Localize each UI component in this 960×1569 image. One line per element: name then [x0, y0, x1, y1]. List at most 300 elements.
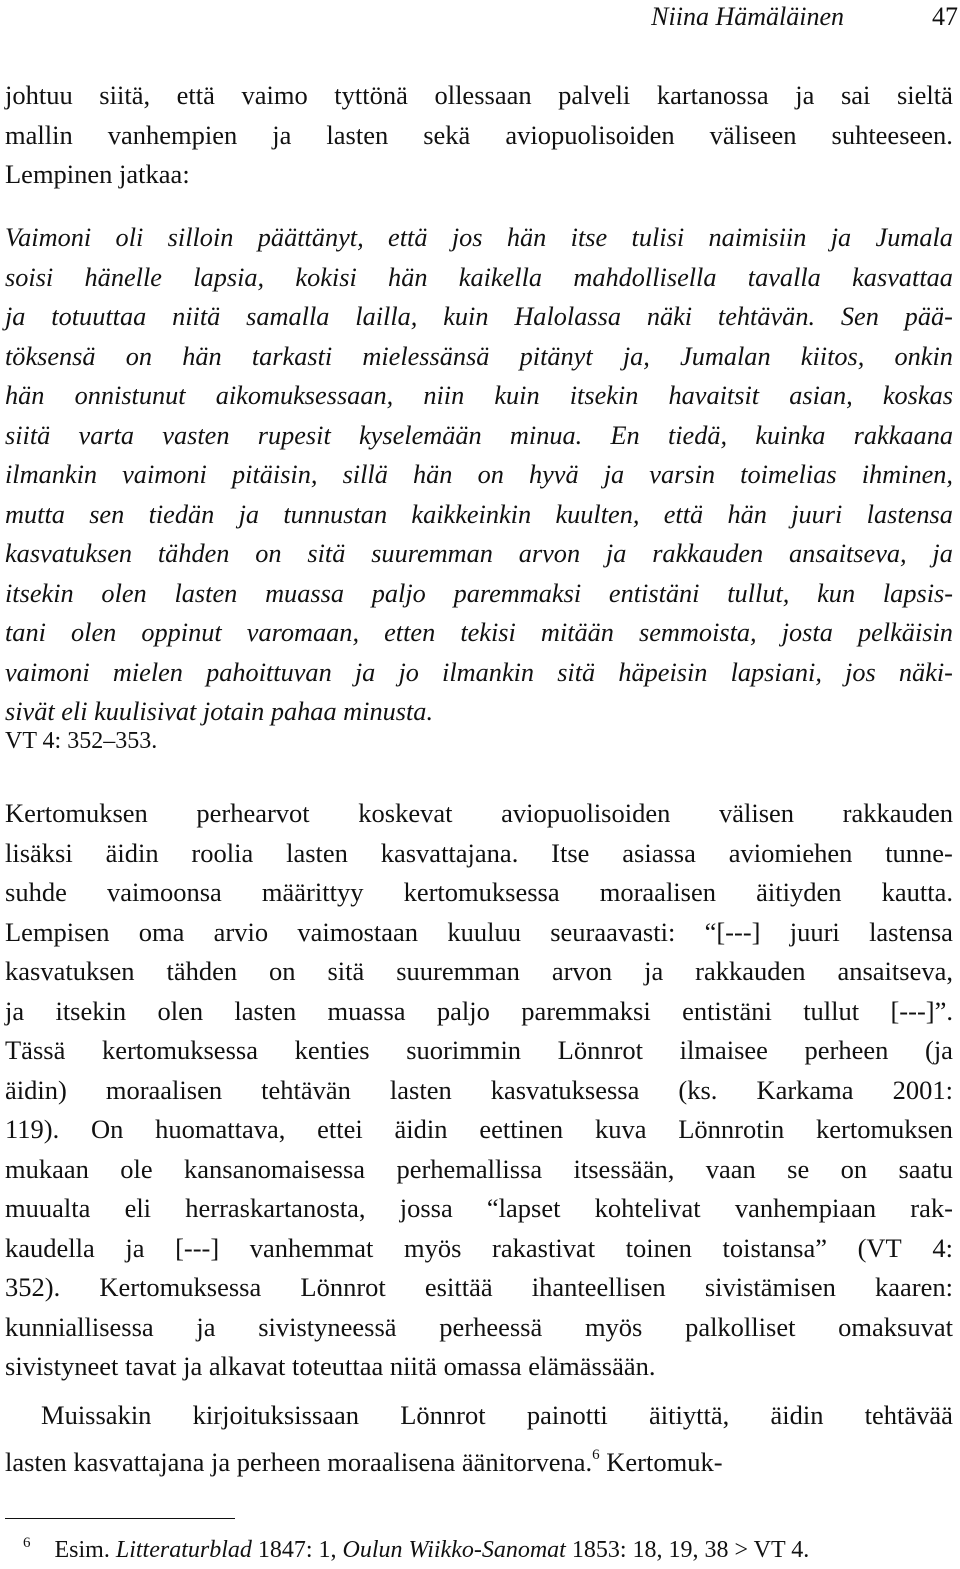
quote-line — [5, 258, 953, 298]
word: myös — [404, 1232, 462, 1263]
word: lasten — [234, 995, 297, 1026]
line-text-before-footnote — [5, 1436, 723, 1483]
word: ja — [125, 1232, 145, 1263]
word: näki — [646, 302, 693, 331]
word: muassa — [327, 995, 406, 1026]
quote-line — [5, 297, 953, 337]
word: itsekin — [569, 381, 639, 410]
word: palkolliset — [685, 1311, 796, 1342]
word: kasvatuksen — [5, 956, 135, 986]
word: [---]”. — [890, 995, 953, 1026]
word: vasten — [162, 420, 230, 450]
word: ja — [5, 995, 25, 1026]
word: koskas — [882, 381, 953, 410]
word: Sen — [840, 302, 879, 331]
word: aviomiehen — [728, 837, 853, 868]
word: kertomuksessa — [403, 877, 560, 907]
word: rakkauden — [652, 539, 764, 568]
word: mutta — [5, 499, 65, 529]
text-line — [5, 1229, 953, 1269]
word: oli — [115, 223, 144, 252]
word: mielen — [112, 657, 183, 687]
word: 2001: — [892, 1074, 953, 1105]
quote-line — [5, 692, 953, 732]
word: ja — [603, 460, 625, 489]
word: välisen — [718, 798, 795, 828]
word: perhearvot — [196, 798, 310, 828]
text-line — [5, 1031, 953, 1071]
word: rak- — [910, 1193, 953, 1223]
word: vaimo — [241, 80, 308, 110]
text-line — [5, 1396, 953, 1436]
word: Muissakin — [41, 1400, 152, 1430]
word: En — [610, 420, 640, 450]
word: kuinka — [755, 420, 826, 450]
quote-line — [5, 337, 953, 377]
word: kirjoituksissaan — [192, 1400, 360, 1430]
line-text: sivistyneet tavat ja alkavat toteuttaa niitä omassa elämässään. — [5, 1351, 656, 1381]
word: kertomuksen — [816, 1114, 953, 1144]
word: mukaan — [5, 1153, 89, 1184]
word: suorimmin — [406, 1035, 522, 1065]
word: juuri — [791, 499, 843, 529]
word: ja, — [622, 341, 650, 371]
word: oma — [138, 916, 185, 947]
word: Lönnrotin — [678, 1114, 785, 1144]
word: lastensa — [866, 499, 953, 529]
word: että — [176, 80, 215, 110]
word: töksensä — [5, 341, 96, 371]
word: moraalisen — [599, 877, 716, 907]
word: itsekin — [5, 578, 74, 608]
word: seuraavasti: — [550, 916, 676, 947]
word: tehtävän. — [717, 302, 816, 331]
word: painotti — [526, 1400, 608, 1430]
footnote-text: 1847: 1, — [251, 1537, 343, 1563]
word: ja — [605, 539, 627, 568]
word: tiedä, — [667, 420, 728, 450]
second-paragraph — [5, 1396, 953, 1475]
word: josta — [781, 618, 833, 647]
word: ilmaisee — [679, 1035, 768, 1065]
word: äidin) — [5, 1074, 67, 1105]
word: Kertomuksen — [5, 798, 148, 828]
word: päättänyt, — [257, 223, 364, 252]
word: ilmankin — [5, 460, 98, 489]
word: sitä — [327, 956, 365, 986]
word: perheessä — [439, 1311, 543, 1342]
word: jos — [451, 223, 483, 252]
word: äitiyttä, — [649, 1400, 730, 1430]
word: sieltä — [896, 80, 953, 110]
word: saatu — [898, 1153, 953, 1184]
word: ja — [932, 539, 953, 568]
word: äidin — [394, 1114, 448, 1144]
quote-line — [5, 416, 953, 456]
word: vaimoni — [5, 657, 90, 687]
word: rakkauden — [842, 798, 953, 828]
word: tavalla — [747, 262, 821, 292]
word: kansanomaisessa — [184, 1153, 366, 1184]
word: kuulten, — [555, 499, 640, 529]
word: vanhemmat — [249, 1232, 374, 1263]
word: roolia — [191, 837, 254, 868]
word: tehtävän — [261, 1074, 351, 1105]
word: toimelias — [740, 460, 837, 489]
word: varomaan, — [246, 618, 360, 647]
word: itsekin — [55, 995, 127, 1026]
word: kohtelivat — [594, 1193, 701, 1223]
word: mahdollisella — [573, 262, 717, 292]
word: perhemallissa — [396, 1153, 543, 1184]
word: itsessään, — [573, 1153, 675, 1184]
word: hän — [506, 223, 547, 252]
word: paljo — [371, 578, 426, 608]
word: (VT — [857, 1232, 902, 1263]
quote-line — [5, 376, 953, 416]
text-line — [5, 1347, 953, 1387]
word: ole — [120, 1153, 153, 1184]
word: “[---] — [704, 916, 761, 947]
word: koskevat — [358, 798, 453, 828]
text-line — [5, 1071, 953, 1111]
word: silloin — [167, 223, 234, 252]
word: on — [840, 1153, 868, 1184]
word: aviopuolisoiden — [501, 798, 671, 828]
word: häpeisin — [618, 657, 708, 687]
word: tunne- — [885, 837, 953, 868]
word: hän — [727, 499, 767, 529]
word: siitä, — [99, 80, 151, 110]
word: niitä — [172, 302, 221, 331]
word: 352). — [5, 1272, 61, 1302]
word: Halolassa — [514, 302, 621, 331]
text-line — [5, 913, 953, 953]
word: toistansa” — [722, 1232, 827, 1263]
text-line — [5, 1436, 953, 1476]
quote-line — [5, 534, 953, 574]
word: “lapset — [486, 1193, 561, 1223]
word: hän — [413, 460, 453, 489]
word: ansaitseva, — [789, 539, 907, 568]
word: kasvattaa — [852, 262, 953, 292]
word: ja — [354, 657, 376, 687]
word: vaimostaan — [297, 916, 419, 947]
word: kasvatuksen — [5, 539, 133, 568]
quote-line — [5, 653, 953, 693]
word: asiassa — [622, 837, 696, 868]
word: esittää — [424, 1272, 493, 1302]
word: suhde — [5, 877, 67, 907]
word: tunnustan — [283, 499, 388, 529]
word: tekisi — [460, 618, 516, 647]
word: äitiyden — [756, 877, 842, 907]
word: tyttönä — [334, 80, 408, 110]
footnote-text: 1853: 18, 19, 38 > VT 4. — [565, 1537, 810, 1563]
text-line — [5, 1308, 953, 1348]
word: toinen — [625, 1232, 692, 1263]
word: pää- — [904, 302, 953, 331]
word: kaikella — [458, 262, 543, 292]
word: kunniallisessa — [5, 1311, 154, 1342]
text-line — [5, 794, 953, 834]
word: ja — [238, 499, 260, 529]
word: Jumala — [875, 223, 953, 252]
word: sekä — [423, 119, 471, 150]
word: vaimoonsa — [106, 877, 222, 907]
word: palveli — [558, 80, 631, 110]
word: pitäisin, — [231, 460, 318, 489]
word: tehtävää — [864, 1400, 953, 1430]
word: kiitos, — [800, 341, 865, 371]
word: arvio — [213, 916, 269, 947]
word: hän — [5, 381, 45, 410]
word: lasten — [174, 578, 238, 608]
word: hän — [388, 262, 428, 292]
word: omaksuvat — [838, 1311, 953, 1342]
quote-line — [5, 218, 953, 258]
word: entistäni — [682, 995, 772, 1026]
word: hän — [182, 341, 222, 371]
word: Vaimoni — [5, 223, 92, 252]
word: minua. — [509, 420, 583, 450]
footnote-divider — [5, 1518, 235, 1519]
text-line — [5, 834, 953, 874]
word: aikomuksessaan, — [215, 381, 394, 410]
word: (ks. — [678, 1074, 718, 1105]
footnote-title: Oulun Wiikko-Sanomat — [342, 1537, 566, 1563]
word: vaan — [705, 1153, 756, 1184]
word: oppinut — [141, 618, 222, 647]
word: 4: — [932, 1232, 953, 1263]
footnote — [5, 1535, 953, 1564]
word: tullut — [803, 995, 860, 1026]
quote-line — [5, 613, 953, 653]
word: ja — [644, 956, 664, 986]
word: muassa — [265, 578, 344, 608]
word: kenties — [294, 1035, 370, 1065]
word: ettei — [317, 1114, 363, 1144]
word: aviopuolisoiden — [505, 119, 675, 150]
footnote-number: 6 — [23, 1535, 31, 1551]
word: perheen — [804, 1035, 889, 1065]
word: kasvattajana. — [380, 837, 519, 868]
word: myös — [584, 1311, 643, 1342]
word: lasten — [286, 837, 348, 868]
word: vaimoni — [122, 460, 207, 489]
word: äidin — [105, 837, 159, 868]
word: ollessaan — [434, 80, 532, 110]
block-quote — [5, 218, 953, 732]
word: (ja — [925, 1035, 953, 1065]
word: Tässä — [5, 1035, 66, 1065]
text-segment: Kertomuk- — [599, 1446, 723, 1477]
word: sivistämisen — [704, 1272, 836, 1302]
word: Lönnrot — [400, 1400, 486, 1430]
word: äidin — [770, 1400, 824, 1430]
word: lasten — [326, 119, 389, 150]
word: entistäni — [608, 578, 700, 608]
word: olen — [101, 578, 147, 608]
word: määrittyy — [261, 877, 364, 907]
word: varsin — [649, 460, 716, 489]
word: jo — [398, 657, 419, 687]
footnote-title: Litteraturblad — [115, 1537, 252, 1563]
word: lailla, — [355, 302, 418, 331]
word: kokisi — [295, 262, 357, 292]
word: kuin — [494, 381, 540, 410]
word: ja — [795, 80, 815, 110]
word: paremmaksi — [453, 578, 582, 608]
word: johtuu — [5, 80, 73, 110]
word: niin — [423, 381, 465, 410]
word: tarkasti — [251, 341, 333, 371]
text-line — [5, 1268, 953, 1308]
word: onkin — [894, 341, 953, 371]
word: olen — [157, 995, 204, 1026]
word: tähden — [166, 956, 238, 986]
word: kuva — [594, 1114, 647, 1144]
word: ja — [830, 223, 852, 252]
word: ja — [5, 302, 26, 331]
word: havaitsit — [668, 381, 760, 410]
word: tulisi — [631, 223, 685, 252]
word: näki- — [898, 657, 953, 687]
word: tiedän — [148, 499, 215, 529]
word: totuuttaa — [51, 302, 147, 331]
word: kun — [817, 578, 856, 608]
word: kautta. — [881, 877, 953, 907]
word: herraskartanosta, — [185, 1193, 366, 1223]
word: huomattava, — [155, 1114, 286, 1144]
word: varta — [78, 420, 135, 450]
text-line — [5, 952, 953, 992]
word: sen — [89, 499, 125, 529]
text-line — [5, 1189, 953, 1229]
word: itse — [570, 223, 608, 252]
word: lasten — [389, 1074, 452, 1105]
body-paragraph — [5, 794, 953, 1387]
word: suhteeseen. — [831, 119, 953, 150]
word: kuin — [443, 302, 489, 331]
word: moraalisen — [105, 1074, 223, 1105]
word: sitä — [557, 657, 596, 687]
word: arvon — [551, 956, 613, 986]
text-line — [5, 1110, 953, 1150]
running-header — [0, 2, 960, 36]
word: Lönnrot — [300, 1272, 386, 1302]
word: ihanteellisen — [531, 1272, 666, 1302]
word: lisäksi — [5, 837, 73, 868]
word: kasvatuksessa — [490, 1074, 640, 1105]
word: 119). — [5, 1114, 60, 1144]
word: On — [90, 1114, 124, 1144]
word: rupesit — [257, 420, 331, 450]
word: mallin — [5, 119, 73, 150]
line-text: Lempinen jatkaa: — [5, 159, 190, 189]
word: onnistunut — [74, 381, 186, 410]
word: paremmaksi — [521, 995, 651, 1026]
word: etten — [384, 618, 436, 647]
word: Itse — [551, 837, 590, 868]
word: juuri — [789, 916, 840, 947]
word: hänelle — [84, 262, 162, 292]
word: semmoista, — [639, 618, 757, 647]
word: lapsiani, — [730, 657, 822, 687]
word: rakkauden — [695, 956, 806, 986]
word: Karkama — [756, 1074, 854, 1105]
word: suuremman — [371, 539, 493, 568]
text-segment: lasten kasvattajana ja perheen moraalisena äänitorvena. — [5, 1446, 593, 1477]
quote-reference: VT 4: 352–353. — [5, 728, 158, 754]
word: lastensa — [869, 916, 953, 947]
word: tähden — [157, 539, 230, 568]
word: arvon — [518, 539, 581, 568]
text-line — [5, 992, 953, 1032]
quote-line — [5, 495, 953, 535]
word: kuuluu — [447, 916, 521, 947]
word: tullut, — [727, 578, 790, 608]
word: Kertomuksessa — [99, 1272, 262, 1302]
word: vanhempiaan — [734, 1193, 877, 1223]
quote-line — [5, 574, 953, 614]
text-line — [5, 76, 953, 116]
word: pahoittuvan — [206, 657, 332, 687]
word: olen — [71, 618, 117, 647]
word: kyselemään — [359, 420, 482, 450]
word: kertomuksessa — [101, 1035, 258, 1065]
line-text: sivät eli kuulisivat jotain pahaa minusta. — [5, 697, 434, 726]
word: tani — [5, 618, 46, 647]
word: mielessänsä — [362, 341, 490, 371]
word: väliseen — [709, 119, 797, 150]
word: ilmankin — [442, 657, 535, 687]
word: on — [477, 460, 504, 489]
word: on — [125, 341, 153, 371]
word: se — [787, 1153, 810, 1184]
footnote-marker[interactable]: 6 — [592, 1446, 600, 1463]
word: että — [388, 223, 428, 252]
word: rakkaana — [853, 420, 953, 450]
word: kaaren: — [875, 1272, 953, 1302]
word: ihminen, — [861, 460, 953, 489]
word: vanhempien — [107, 119, 238, 150]
word: mitään — [540, 618, 614, 647]
word: ja — [196, 1311, 216, 1342]
word: kaikkeinkin — [411, 499, 532, 529]
word: ansaitseva, — [837, 956, 953, 986]
word: kaudella — [5, 1232, 95, 1263]
word: muualta — [5, 1193, 91, 1223]
word: jos — [845, 657, 876, 687]
word: lapsia, — [193, 262, 265, 292]
word: Lempisen — [5, 916, 110, 947]
word: rakastivat — [492, 1232, 596, 1263]
quote-line — [5, 455, 953, 495]
word: ja — [272, 119, 292, 150]
word: siitä — [5, 420, 51, 450]
word: suuremman — [396, 956, 520, 986]
word: jossa — [399, 1193, 453, 1223]
word: on — [255, 539, 282, 568]
word: eli — [124, 1193, 152, 1223]
word: soisi — [5, 262, 54, 292]
word: eettinen — [479, 1114, 564, 1144]
word: hyvä — [528, 460, 579, 489]
word: samalla — [246, 302, 330, 331]
word: on — [269, 956, 296, 986]
word: sitä — [307, 539, 346, 568]
